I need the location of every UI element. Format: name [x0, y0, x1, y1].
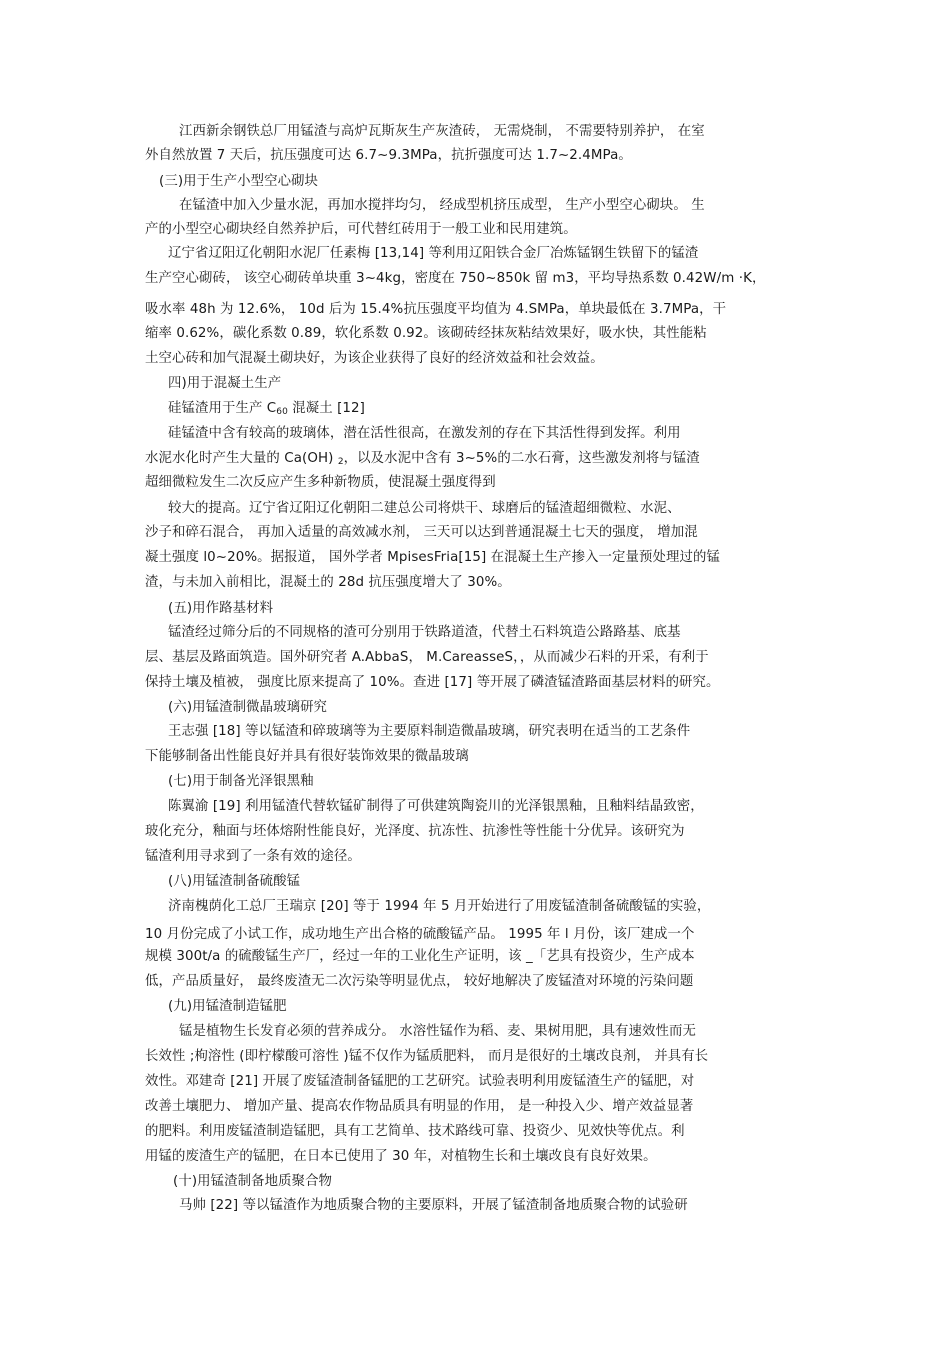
section-heading: (五)用作路基材料: [168, 601, 274, 616]
section-heading: (七)用于制备光泽银黑釉: [168, 774, 314, 789]
line-text: 水泥水化时产生大量的 Ca(OH): [145, 451, 338, 466]
paragraph-line: 用锰的废渣生产的锰肥，在日本已使用了 30 年，对植物生长和土壤改良有良好效果。: [145, 1149, 657, 1164]
section-heading: (六)用锰渣制微晶玻璃研究: [168, 700, 328, 715]
section-heading: (三)用于生产小型空心砌块: [159, 174, 319, 189]
paragraph-line: 层、基层及路面筑造。国外研究者 A.AbbaS， M.CareasseS，，从而减少石料的开采，有利于: [145, 650, 709, 665]
line-text: 硅锰渣用于生产 C: [168, 401, 277, 416]
paragraph-line: 保持土壤及植被， 强度比原来提高了 10%。查进 [17] 等开展了磷渣锰渣路面基层材料的研究。: [145, 675, 720, 690]
paragraph-line: 江西新余钢铁总厂用锰渣与高炉瓦斯灰生产灰渣砖， 无需烧制， 不需要特别养护， 在室: [179, 124, 705, 139]
paragraph-line: 规模 300t/a 的硫酸锰生产厂，经过一年的工业化生产证明，该 _「艺具有投资少，生产成本: [145, 949, 695, 964]
section-heading: 四)用于混凝土生产: [168, 376, 282, 391]
paragraph-line: 产的小型空心砌块经自然养护后，可代替红砖用于一般工业和民用建筑。: [145, 222, 577, 237]
paragraph-line: 低，产品质量好， 最终废渣无二次污染等明显优点， 较好地解决了废锰渣对环境的污染问题: [145, 974, 694, 989]
paragraph-line: 超细微粒发生二次反应产生多种新物质，使混凝土强度得到: [145, 475, 496, 490]
paragraph-line: 王志强 [18] 等以锰渣和碎玻璃等为主要原料制造微晶玻璃，研究表明在适当的工艺条件: [168, 724, 691, 739]
line-text: 混凝土 [12]: [287, 401, 365, 416]
line-text: ，以及水泥中含有 3~5%的二水石膏，这些激发剂将与锰渣: [343, 451, 700, 466]
paragraph-line: 沙子和碎石混合， 再加入适量的高效减水剂， 三天可以达到普通混凝土七天的强度， 增加混: [145, 525, 698, 540]
paragraph-line: 锰渣利用寻求到了一条有效的途径。: [145, 849, 361, 864]
paragraph-line: 生产空心砌砖， 该空心砌砖单块重 3~4kg，密度在 750~850k 留 m3，平均导热系数 0.42W/m ·K，: [145, 271, 766, 286]
paragraph-line: 改善土壤肥力、 增加产量、提高农作物品质具有明显的作用， 是一种投入少、增产效益显著: [145, 1099, 694, 1114]
paragraph-line: 长效性 ;枸溶性 (即柠檬酸可溶性 )锰不仅作为锰质肥料， 而月是很好的土壤改良剂， 并具有长: [145, 1049, 709, 1064]
section-heading: (九)用锰渣制造锰肥: [168, 999, 287, 1014]
subscript: 2: [337, 457, 344, 467]
paragraph-line: 锰是植物生长发育必须的营养成分。 水溶性锰作为稻、麦、果树用肥，具有速效性而无: [179, 1024, 696, 1039]
paragraph-line: 渣，与未加入前相比，混凝土的 28d 抗压强度增大了 30%。: [145, 575, 511, 590]
paragraph-line: [145, 450, 700, 468]
paragraph-line: 在锰渣中加入少量水泥，再加水搅拌均匀， 经成型机挤压成型， 生产小型空心砌块。 生: [179, 198, 705, 213]
paragraph-line: 锰渣经过筛分后的不同规格的渣可分别用于铁路道渣，代替土石料筑造公路路基、底基: [168, 625, 681, 640]
paragraph-line: 的肥料。利用废锰渣制造锰肥，具有工艺简单、技术路线可靠、投资少、见效快等优点。利: [145, 1124, 685, 1139]
paragraph-line: 较大的提高。辽宁省辽阳辽化朝阳二建总公司将烘干、球磨后的锰渣超细微粒、水泥、: [168, 501, 681, 516]
paragraph-line: 辽宁省辽阳辽化朝阳水泥厂任素梅 [13,14] 等利用辽阳铁合金厂冶炼锰钢生铁留下的锰渣: [168, 246, 699, 261]
paragraph-line: 吸水率 48h 为 12.6%， 10d 后为 15.4%抗压强度平均值为 4.SMPa，单块最低在 3.7MPa，干: [145, 302, 727, 317]
section-heading: (十)用锰渣制备地质聚合物: [173, 1174, 333, 1189]
paragraph-line: [168, 400, 365, 418]
paragraph-line: 10 月份完成了小试工作，成功地生产出合格的硫酸锰产品。 1995 年 l 月份，该厂建成一个: [145, 927, 695, 942]
paragraph-line: 凝土强度 l0~20%。据报道， 国外学者 MpisesFria[15] 在混凝土生产掺入一定量预处理过的锰: [145, 550, 720, 565]
paragraph-line: 外自然放置 7 天后，抗压强度可达 6.7~9.3MPa，抗折强度可达 1.7~2.4MPa。: [145, 148, 632, 163]
paragraph-line: 陈翼渝 [19] 利用锰渣代替软锰矿制得了可供建筑陶瓷川的光泽银黑釉，且釉料结晶致密，: [168, 799, 704, 814]
paragraph-line: 济南槐荫化工总厂王瑞京 [20] 等于 1994 年 5 月开始进行了用废锰渣制备硫酸锰的实验，: [168, 899, 711, 914]
paragraph-line: 效性。邓建奇 [21] 开展了废锰渣制备锰肥的工艺研究。试验表明利用废锰渣生产的锰肥，对: [145, 1074, 695, 1089]
paragraph-line: 玻化充分，釉面与坯体熔附性能良好，光泽度、抗冻性、抗渗性等性能十分优异。该研究为: [145, 824, 685, 839]
paragraph-line: 马帅 [22] 等以锰渣作为地质聚合物的主要原料，开展了锰渣制备地质聚合物的试验研: [179, 1198, 688, 1213]
section-heading: (八)用锰渣制备硫酸锰: [168, 874, 301, 889]
paragraph-line: 缩率 0.62%，碳化系数 0.89，软化系数 0.92。该砌砖经抹灰粘结效果好，吸水快，其性能粘: [145, 326, 707, 341]
paragraph-line: 下能够制备出性能良好并具有很好装饰效果的微晶玻璃: [145, 749, 469, 764]
subscript: 60: [276, 407, 288, 417]
paragraph-line: 硅锰渣中含有较高的玻璃体，潜在活性很高，在激发剂的存在下其活性得到发挥。利用: [168, 426, 681, 441]
paragraph-line: 土空心砖和加气混凝土砌块好，为该企业获得了良好的经济效益和社会效益。: [145, 351, 604, 366]
